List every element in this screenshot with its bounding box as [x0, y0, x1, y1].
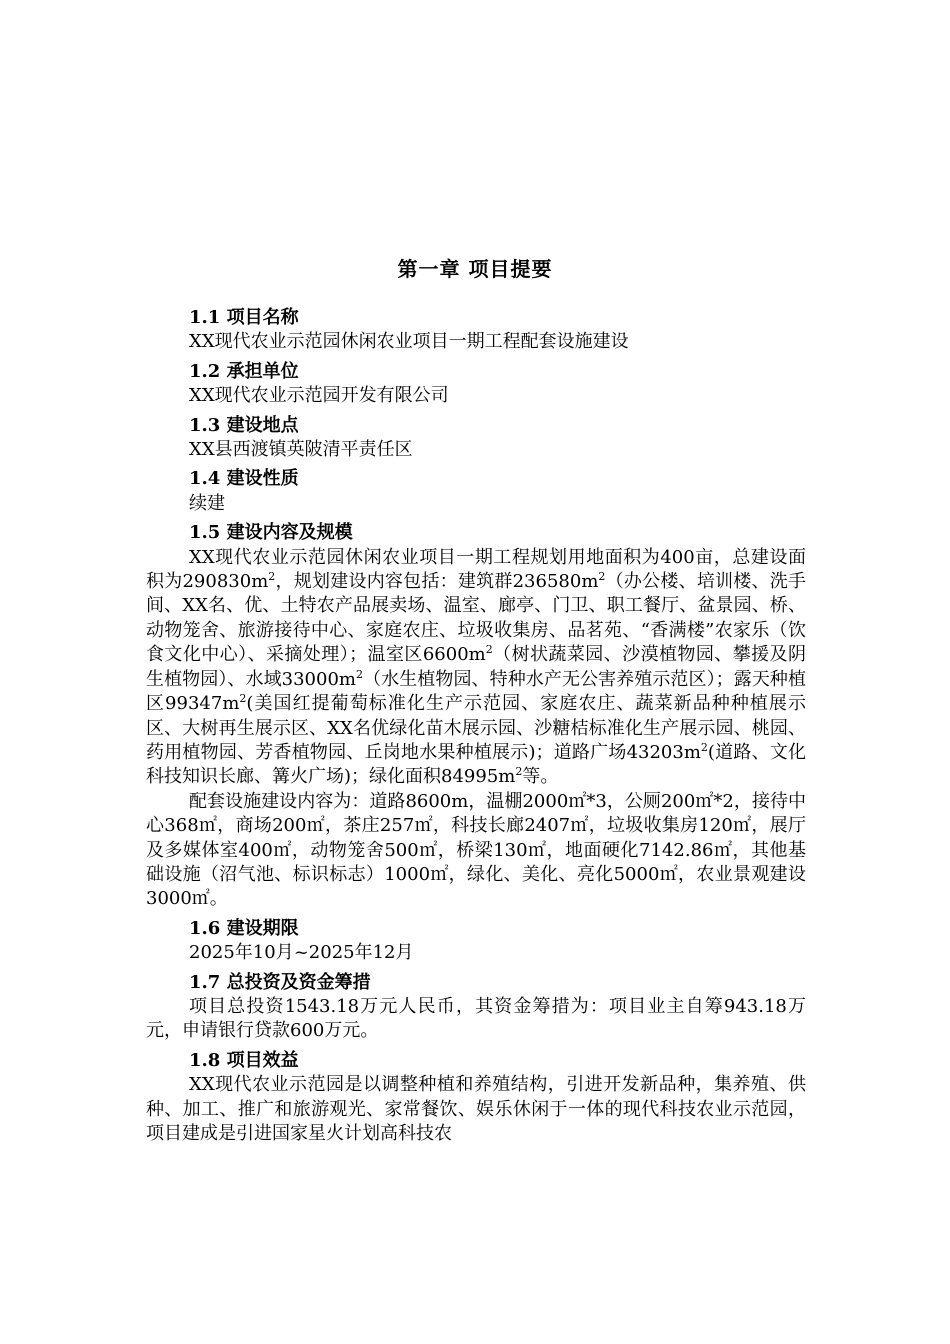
construction-nature: 续建: [189, 492, 225, 514]
investment-paragraph: 项目总投资1543.18万元人民币，其资金筹措为：项目业主自筹943.18万元，申请银行贷款600万元。: [146, 995, 806, 1042]
section-heading-1-7: 1.7 总投资及资金筹措: [189, 971, 371, 993]
construction-period: 2025年10月~2025年12月: [189, 942, 414, 964]
scope-paragraph-2: 配套设施建设内容为：道路8600m，温棚2000㎡*3，公厕200㎡*2，接待中心368㎡，商场200㎡，茶庄257㎡，科技长廊2407㎡，垃圾收集房120㎡，展厅及多媒体室400㎡，动物笼舍500㎡，桥梁130㎡，地面硬化7142.86㎡，其他基础设施（沼气池、标识标志）1000㎡，绿化、美化、亮化5000㎡，农业景观建设3000㎡。: [146, 790, 806, 910]
section-heading-1-5: 1.5 建设内容及规模: [189, 522, 353, 544]
project-name: XX现代农业示范园休闲农业项目一期工程配套设施建设: [189, 331, 629, 353]
section-heading-1-2: 1.2 承担单位: [189, 360, 299, 382]
section-heading-1-3: 1.3 建设地点: [189, 414, 299, 436]
section-heading-1-1: 1.1 项目名称: [189, 307, 299, 328]
chapter-title: 第一章 项目提要: [397, 257, 553, 281]
section-heading-1-4: 1.4 建设性质: [189, 468, 299, 490]
document-body: [146, 306, 806, 1146]
section-heading-1-6: 1.6 建设期限: [189, 917, 299, 939]
undertaking-unit: XX现代农业示范园开发有限公司: [189, 385, 449, 407]
scope-paragraph-1: XX现代农业示范园休闲农业项目一期工程规划用地面积为400亩，总建设面积为$290830m^2$，规划建设内容包括：建筑群$236580m^2$（办公楼、培训楼、洗手间、XX名、优、土特农产品展卖场、温室、廊亭、门卫、职工餐厅、盆景园、桥、动物笼舍、旅游接待中心、家庭农庄、垃圾收集房、品茗苑、“香满楼”农家乐（饮食文化中心）、采摘处理）；温室区$6600m^2$（树状蔬菜园、沙漠植物园、攀援及阴生植物园）、水域$33000m^2$（水生植物园、特种水产无公害养殖示范区）；露天种植区$99347m^2$(美国红提葡萄标准化生产示范园、家庭农庄、蔬菜新品种种植展示区、大树再生展示区、XX名优绿化苗木展示园、沙糖桔标准化生产展示园、桃园、药用植物园、芳香植物园、丘岗地水果种植展示)；道路广场$43203m^2$(道路、文化科技知识长廊、篝火广场)；绿化面积$84995m^2$等。: [146, 546, 807, 788]
construction-site: XX县西渡镇英陂清平责任区: [189, 439, 413, 461]
benefit-paragraph: XX现代农业示范园是以调整种植和养殖结构，引进开发新品种，集养殖、供种、加工、推广和旅游观光、家常餐饮、娱乐休闲于一体的现代科技农业示范园，项目建成是引进国家星火计划高科技农: [146, 1074, 806, 1144]
section-heading-1-8: 1.8 项目效益: [189, 1049, 299, 1071]
